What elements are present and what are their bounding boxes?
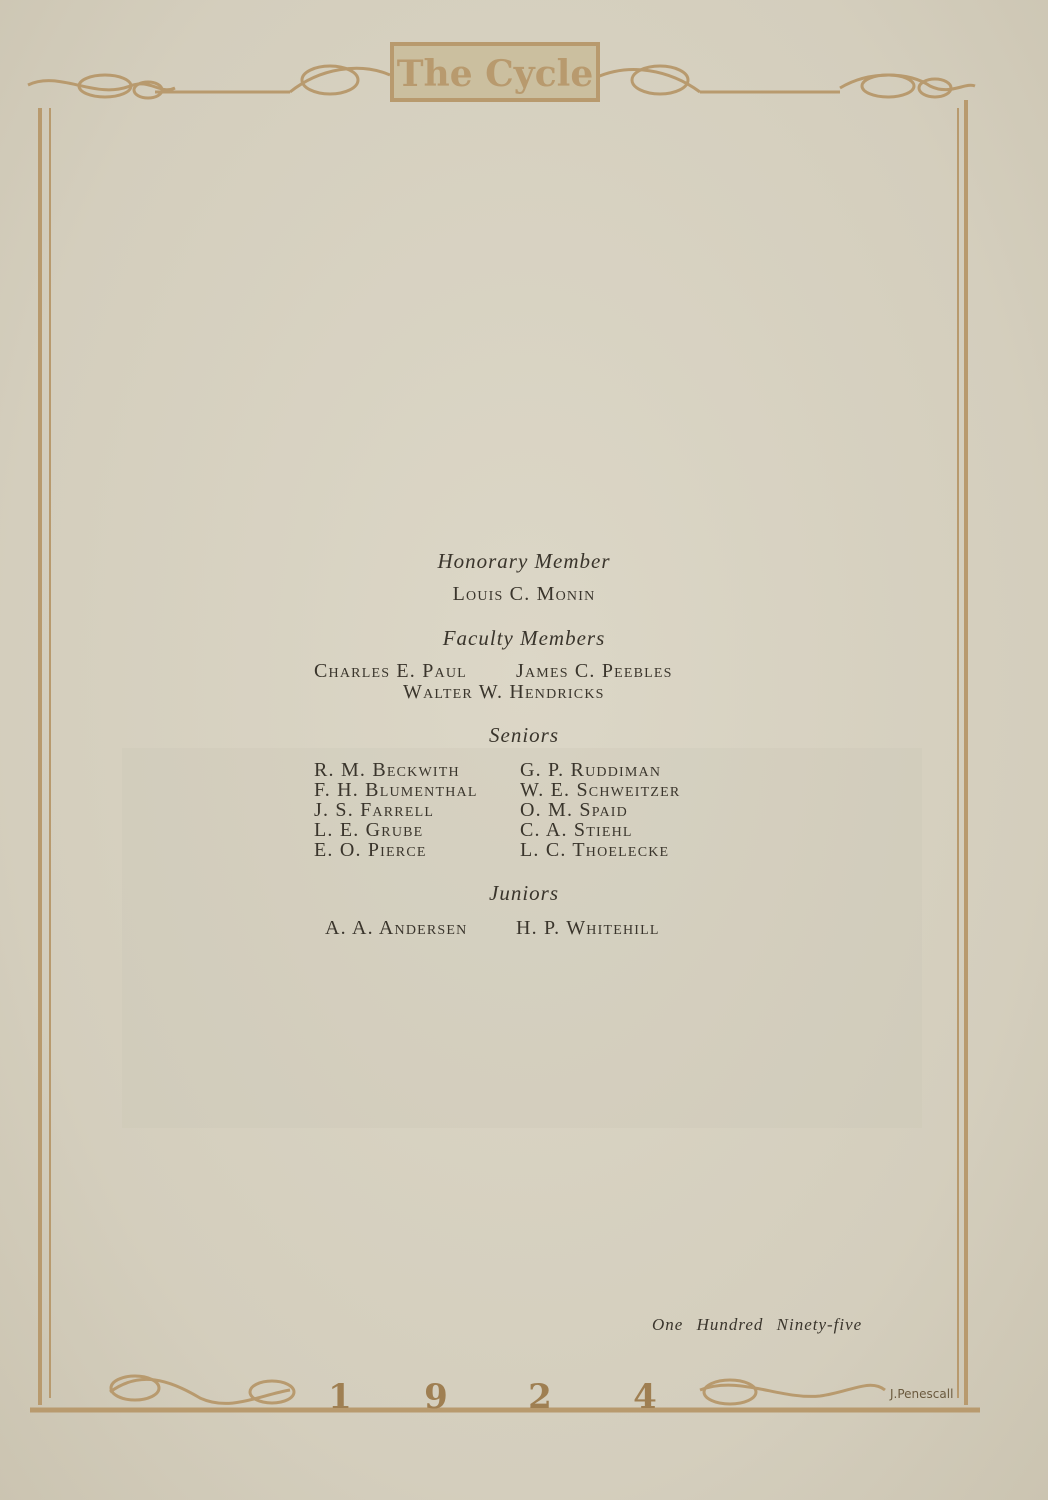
senior-name: O. M. Spaid <box>520 799 628 821</box>
senior-name: J. S. Farrell <box>314 799 435 821</box>
title-cartouche <box>392 44 598 100</box>
faculty-member-name: Charles E. Paul <box>314 660 467 682</box>
senior-name: F. H. Blumenthal <box>314 779 478 801</box>
year-digit: 9 <box>424 1377 448 1417</box>
senior-name: E. O. Pierce <box>314 839 427 861</box>
heading-honorary-member: Honorary Member <box>437 549 611 573</box>
faculty-member-name: Walter W. Hendricks <box>403 681 605 703</box>
heading-juniors: Juniors <box>489 881 559 905</box>
year-digit: 4 <box>633 1377 657 1417</box>
senior-name: L. C. Thoelecke <box>520 839 670 861</box>
page-number: One Hundred Ninety-five <box>652 1315 863 1334</box>
junior-name: H. P. Whitehill <box>516 917 660 939</box>
senior-name: G. P. Ruddiman <box>520 759 662 781</box>
honorary-member-name: Louis C. Monin <box>452 583 596 605</box>
senior-name: R. M. Beckwith <box>314 759 460 781</box>
page-header-title: The Cycle <box>396 53 594 95</box>
year-digit: 2 <box>528 1377 552 1417</box>
junior-name: A. A. Andersen <box>325 917 468 939</box>
year-digit: 1 <box>328 1377 352 1417</box>
heading-seniors: Seniors <box>489 723 559 747</box>
bottom-scroll-ornament <box>110 1376 885 1404</box>
senior-name: W. E. Schweitzer <box>520 779 681 801</box>
artist-signature: J.Penescall <box>890 1387 954 1401</box>
senior-name: L. E. Grube <box>314 819 424 841</box>
senior-name: C. A. Stiehl <box>520 819 633 841</box>
heading-faculty-members: Faculty Members <box>442 626 606 650</box>
faculty-member-name: James C. Peebles <box>516 660 673 682</box>
